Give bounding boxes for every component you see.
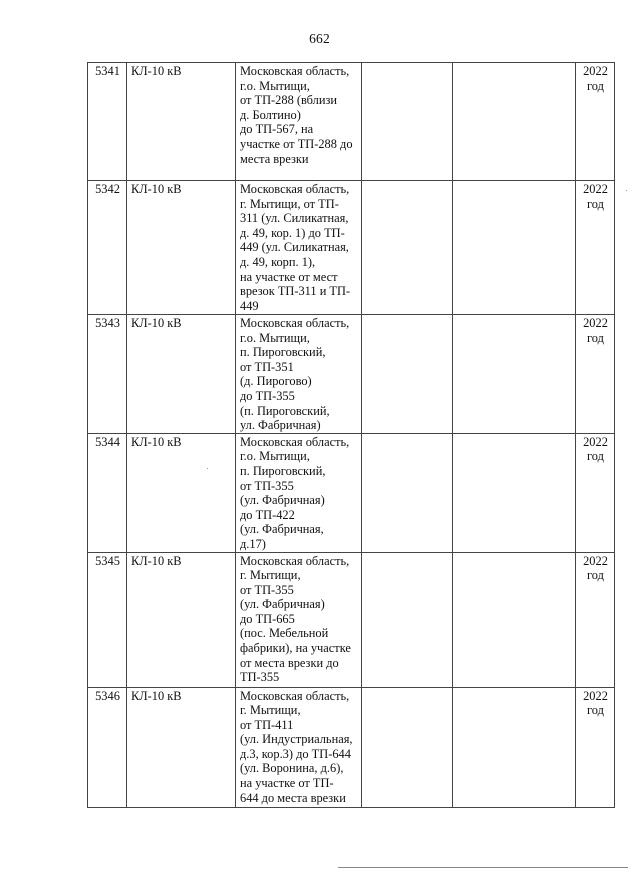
location-cell [236,552,362,687]
location-line: (пос. Мебельной [240,626,329,641]
registry-table [87,62,615,808]
line-type-cell: КЛ-10 кВ [127,63,236,181]
location-line: Московская область, [240,434,350,449]
location-line: (ул. Воронина, д.6), [240,761,344,776]
page-number: 662 [309,31,330,46]
location-cell [236,315,362,434]
location-line: г.о. Мытищи, [240,330,310,345]
location-line: участке от ТП-288 до [240,136,353,151]
year-line: год [587,196,604,211]
table-row [88,687,615,807]
empty-cell [453,687,576,807]
location-line: ул. Фабричная) [240,418,321,433]
line-type-cell: КЛ-10 кВ [127,552,236,687]
location-line: (ул. Фабричная, [240,522,324,537]
year-line: 2022 [583,182,608,196]
location-line: Московская область, [240,316,350,330]
location-line: Московская область, [240,182,350,196]
row-number-cell: 5344 [88,433,127,552]
location-line: г.о. Мытищи, [240,449,310,464]
scan-speck [207,468,208,469]
line-type-cell: КЛ-10 кВ [127,181,236,315]
location-line: врезок ТП-311 и ТП- [240,284,351,299]
location-line: от ТП-288 (вблизи [240,93,338,108]
line-type-cell: КЛ-10 кВ [127,433,236,552]
location-line: г. Мытищи, [240,703,301,718]
row-number-cell: 5343 [88,315,127,434]
location-line: фабрики), на участке [240,641,351,656]
year-cell [576,687,615,807]
table-row [88,63,615,181]
row-number-cell: 5342 [88,181,127,315]
location-line: 449 (ул. Силикатная, [240,240,349,255]
location-line: г. Мытищи, [240,568,301,583]
year-line: 2022 [583,316,608,330]
location-cell [236,687,362,807]
year-cell [576,315,615,434]
registry-body [88,63,615,808]
location-line: п. Пироговский, [240,463,326,478]
location-line: от ТП-355 [240,478,294,493]
location-cell [236,181,362,315]
year-line: 2022 [583,553,608,568]
empty-cell [362,552,453,687]
empty-cell [362,433,453,552]
scan-speck [626,190,627,191]
location-line: 311 (ул. Силикатная, [240,211,349,226]
year-line: 2022 [583,688,608,703]
table-row [88,315,615,434]
location-line: (ул. Фабричная) [240,597,325,612]
location-line: д. 49, кор. 1) до ТП- [240,225,345,240]
year-cell [576,63,615,181]
table-row [88,552,615,687]
empty-cell [362,315,453,434]
row-number-cell: 5345 [88,552,127,687]
row-number-cell: 5341 [88,63,127,181]
location-line: г. Мытищи, от ТП- [240,196,339,211]
table-row [88,181,615,315]
location-line: 449 [240,298,259,313]
empty-cell [453,433,576,552]
location-line: (п. Пироговский, [240,403,330,418]
empty-cell [362,687,453,807]
location-line: Московская область, [240,64,350,78]
year-line: год [587,703,604,718]
location-line: до ТП-422 [240,507,295,522]
location-line: на участке от мест [240,269,338,284]
location-line: д. 49, корп. 1), [240,254,316,269]
location-line: (ул. Индустриальная, [240,732,353,747]
location-cell [236,63,362,181]
location-line: п. Пироговский, [240,345,326,360]
year-line: 2022 [583,434,608,449]
year-line: год [587,449,604,464]
location-line: Московская область, [240,688,350,703]
location-line: от ТП-355 [240,582,294,597]
location-line: (д. Пирогово) [240,374,312,389]
location-line: д. Болтино) [240,107,301,122]
year-cell [576,181,615,315]
line-type-cell: КЛ-10 кВ [127,315,236,434]
row-number-cell: 5346 [88,687,127,807]
location-line: от ТП-411 [240,717,294,732]
empty-cell [453,315,576,434]
empty-cell [453,181,576,315]
location-line: до ТП-665 [240,611,295,626]
location-line: д.17) [240,536,266,551]
location-line: Московская область, [240,553,350,568]
location-line: 644 до места врезки [240,790,346,805]
year-line: год [587,330,604,345]
year-cell [576,552,615,687]
location-line: (ул. Фабричная) [240,493,325,508]
empty-cell [362,181,453,315]
year-cell [576,433,615,552]
year-line: год [587,78,604,93]
table-row [88,433,615,552]
location-cell [236,433,362,552]
empty-cell [453,552,576,687]
location-line: от места врезки до [240,655,339,670]
line-type-cell: КЛ-10 кВ [127,687,236,807]
year-line: год [587,568,604,583]
year-line: 2022 [583,64,608,78]
location-line: до ТП-567, на [240,122,314,137]
location-line: д.3, кор.3) до ТП-644 [240,746,351,761]
location-line: г.о. Мытищи, [240,78,310,93]
location-line: ТП-355 [240,670,280,685]
empty-cell [453,63,576,181]
location-line: от ТП-351 [240,359,294,374]
location-line: места врезки [240,151,309,166]
location-line: на участке от ТП- [240,776,334,791]
empty-cell [362,63,453,181]
location-line: до ТП-355 [240,388,295,403]
footer-rule [338,867,628,868]
